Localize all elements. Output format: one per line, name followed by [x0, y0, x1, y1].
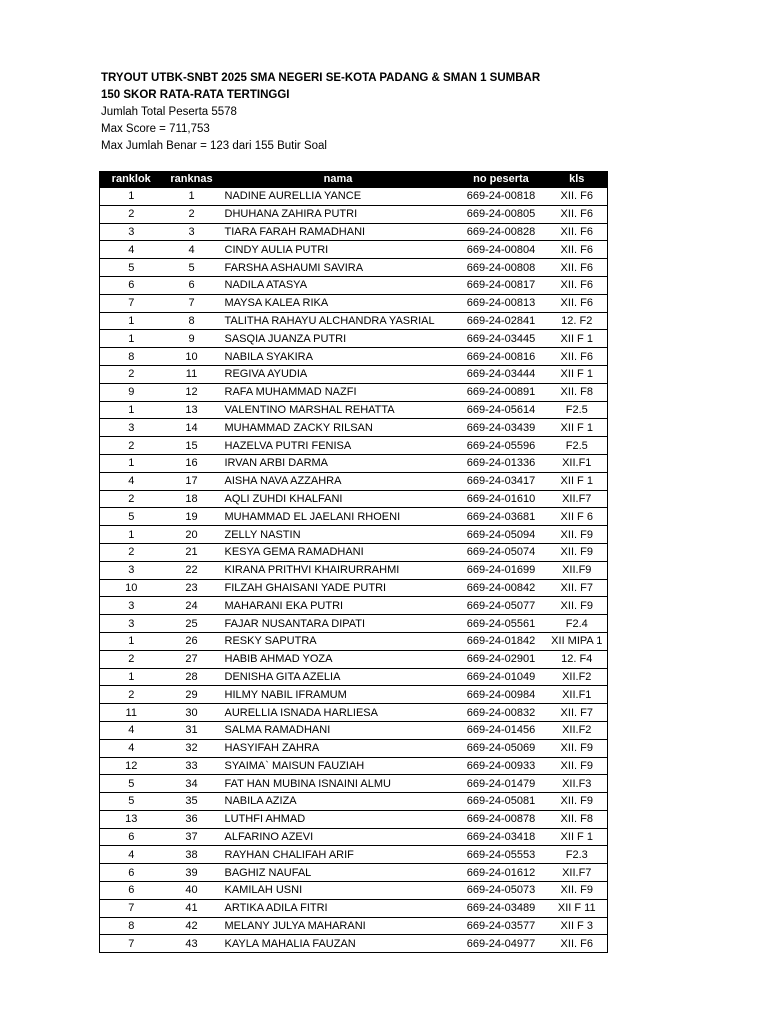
cell-no-peserta: 669-24-03444 [456, 365, 547, 383]
cell-kls: XII. F8 [547, 810, 608, 828]
cell-no-peserta: 669-24-00813 [456, 294, 547, 312]
cell-nama: RESKY SAPUTRA [221, 632, 456, 650]
cell-ranklok: 1 [100, 312, 163, 330]
column-header-no-peserta: no peserta [456, 171, 547, 188]
table-row [100, 526, 608, 544]
table-row [100, 615, 608, 633]
column-header-ranklok: ranklok [100, 171, 163, 188]
cell-no-peserta: 669-24-00828 [456, 223, 547, 241]
cell-ranknas: 30 [163, 704, 221, 722]
cell-kls: XII F 1 [547, 828, 608, 846]
cell-nama: KIRANA PRITHVI KHAIRURRAHMI [221, 561, 456, 579]
cell-nama: HILMY NABIL IFRAMUM [221, 686, 456, 704]
cell-no-peserta: 669-24-00878 [456, 810, 547, 828]
cell-ranklok: 4 [100, 739, 163, 757]
cell-nama: BAGHIZ NAUFAL [221, 864, 456, 882]
cell-ranklok: 1 [100, 401, 163, 419]
cell-kls: XII F 6 [547, 508, 608, 526]
table-row [100, 312, 608, 330]
cell-nama: VALENTINO MARSHAL REHATTA [221, 401, 456, 419]
table-row [100, 864, 608, 882]
cell-no-peserta: 669-24-00933 [456, 757, 547, 775]
cell-ranklok: 11 [100, 704, 163, 722]
cell-kls: XII.F1 [547, 686, 608, 704]
table-row [100, 704, 608, 722]
cell-ranklok: 10 [100, 579, 163, 597]
cell-no-peserta: 669-24-01610 [456, 490, 547, 508]
cell-ranklok: 6 [100, 828, 163, 846]
table-row [100, 348, 608, 366]
cell-ranknas: 1 [163, 188, 221, 205]
cell-nama: FILZAH GHAISANI YADE PUTRI [221, 579, 456, 597]
cell-ranklok: 12 [100, 757, 163, 775]
cell-kls: XII.F1 [547, 454, 608, 472]
cell-ranklok: 6 [100, 276, 163, 294]
cell-nama: NABILA AZIZA [221, 793, 456, 811]
cell-ranknas: 22 [163, 561, 221, 579]
table-row [100, 241, 608, 259]
table-row [100, 739, 608, 757]
cell-kls: F2.4 [547, 615, 608, 633]
cell-no-peserta: 669-24-00891 [456, 383, 547, 401]
cell-nama: LUTHFI AHMAD [221, 810, 456, 828]
table-row [100, 632, 608, 650]
cell-ranknas: 23 [163, 579, 221, 597]
cell-ranklok: 6 [100, 882, 163, 900]
cell-ranklok: 5 [100, 793, 163, 811]
cell-kls: F2.5 [547, 401, 608, 419]
cell-ranklok: 7 [100, 899, 163, 917]
cell-kls: XII.F7 [547, 864, 608, 882]
cell-ranklok: 4 [100, 721, 163, 739]
cell-kls: XII. F8 [547, 383, 608, 401]
cell-kls: XII. F9 [547, 757, 608, 775]
cell-kls: 12. F2 [547, 312, 608, 330]
table-row [100, 188, 608, 205]
cell-kls: XII. F9 [547, 793, 608, 811]
table-row [100, 686, 608, 704]
table-row [100, 650, 608, 668]
cell-ranklok: 7 [100, 294, 163, 312]
cell-nama: SALMA RAMADHANI [221, 721, 456, 739]
cell-no-peserta: 669-24-00805 [456, 205, 547, 223]
cell-nama: DHUHANA ZAHIRA PUTRI [221, 205, 456, 223]
cell-ranknas: 43 [163, 935, 221, 953]
cell-no-peserta: 669-24-05073 [456, 882, 547, 900]
table-row [100, 597, 608, 615]
cell-nama: MUHAMMAD ZACKY RILSAN [221, 419, 456, 437]
table-row [100, 775, 608, 793]
cell-kls: XII.F3 [547, 775, 608, 793]
cell-ranknas: 33 [163, 757, 221, 775]
cell-nama: FAJAR NUSANTARA DIPATI [221, 615, 456, 633]
cell-nama: FAT HAN MUBINA ISNAINI ALMU [221, 775, 456, 793]
cell-ranknas: 15 [163, 437, 221, 455]
cell-nama: MELANY JULYA MAHARANI [221, 917, 456, 935]
max-score: Max Score = 711,753 [101, 123, 210, 135]
cell-nama: KAYLA MAHALIA FAUZAN [221, 935, 456, 953]
cell-no-peserta: 669-24-00818 [456, 188, 547, 205]
cell-kls: XII MIPA 1 [547, 632, 608, 650]
cell-kls: XII F 11 [547, 899, 608, 917]
cell-ranknas: 37 [163, 828, 221, 846]
cell-ranklok: 2 [100, 650, 163, 668]
cell-no-peserta: 669-24-01336 [456, 454, 547, 472]
cell-ranklok: 2 [100, 543, 163, 561]
cell-kls: F2.5 [547, 437, 608, 455]
cell-ranklok: 1 [100, 330, 163, 348]
cell-nama: ALFARINO AZEVI [221, 828, 456, 846]
cell-no-peserta: 669-24-01049 [456, 668, 547, 686]
cell-ranklok: 3 [100, 419, 163, 437]
cell-nama: RAYHAN CHALIFAH ARIF [221, 846, 456, 864]
cell-kls: XII. F9 [547, 597, 608, 615]
cell-no-peserta: 669-24-00817 [456, 276, 547, 294]
cell-kls: XII. F7 [547, 704, 608, 722]
table-row [100, 935, 608, 953]
cell-no-peserta: 669-24-02841 [456, 312, 547, 330]
cell-no-peserta: 669-24-03489 [456, 899, 547, 917]
cell-ranklok: 1 [100, 668, 163, 686]
cell-no-peserta: 669-24-05077 [456, 597, 547, 615]
cell-ranknas: 17 [163, 472, 221, 490]
cell-ranklok: 13 [100, 810, 163, 828]
table-header-row [100, 171, 608, 188]
cell-no-peserta: 669-24-05081 [456, 793, 547, 811]
table-body [100, 188, 608, 953]
cell-kls: XII.F9 [547, 561, 608, 579]
cell-kls: XII. F6 [547, 294, 608, 312]
cell-ranklok: 1 [100, 526, 163, 544]
cell-ranklok: 4 [100, 846, 163, 864]
cell-no-peserta: 669-24-00842 [456, 579, 547, 597]
table-row [100, 899, 608, 917]
cell-no-peserta: 669-24-05069 [456, 739, 547, 757]
cell-nama: MUHAMMAD EL JAELANI RHOENI [221, 508, 456, 526]
cell-ranklok: 7 [100, 935, 163, 953]
cell-no-peserta: 669-24-00804 [456, 241, 547, 259]
cell-ranklok: 5 [100, 508, 163, 526]
cell-no-peserta: 669-24-05553 [456, 846, 547, 864]
table-row [100, 330, 608, 348]
cell-nama: MAHARANI EKA PUTRI [221, 597, 456, 615]
cell-nama: HABIB AHMAD YOZA [221, 650, 456, 668]
cell-ranknas: 24 [163, 597, 221, 615]
table-row [100, 828, 608, 846]
cell-ranknas: 39 [163, 864, 221, 882]
cell-ranknas: 11 [163, 365, 221, 383]
table-row [100, 668, 608, 686]
cell-kls: XII. F7 [547, 579, 608, 597]
cell-ranklok: 1 [100, 632, 163, 650]
cell-ranknas: 20 [163, 526, 221, 544]
cell-kls: F2.3 [547, 846, 608, 864]
cell-ranknas: 34 [163, 775, 221, 793]
cell-no-peserta: 669-24-01456 [456, 721, 547, 739]
table-row [100, 472, 608, 490]
cell-no-peserta: 669-24-00816 [456, 348, 547, 366]
cell-nama: ARTIKA ADILA FITRI [221, 899, 456, 917]
document-subtitle: 150 SKOR RATA-RATA TERTINGGI [101, 89, 290, 101]
cell-kls: XII. F9 [547, 526, 608, 544]
cell-no-peserta: 669-24-04977 [456, 935, 547, 953]
cell-ranklok: 3 [100, 615, 163, 633]
cell-nama: AURELLIA ISNADA HARLIESA [221, 704, 456, 722]
table-row [100, 205, 608, 223]
cell-kls: XII. F6 [547, 241, 608, 259]
cell-ranklok: 2 [100, 686, 163, 704]
cell-kls: XII. F6 [547, 935, 608, 953]
cell-nama: TALITHA RAHAYU ALCHANDRA YASRIAL [221, 312, 456, 330]
cell-ranknas: 21 [163, 543, 221, 561]
table-row [100, 437, 608, 455]
cell-ranklok: 1 [100, 454, 163, 472]
cell-ranklok: 2 [100, 365, 163, 383]
cell-ranklok: 3 [100, 561, 163, 579]
cell-ranknas: 38 [163, 846, 221, 864]
table-row [100, 365, 608, 383]
cell-no-peserta: 669-24-01842 [456, 632, 547, 650]
cell-ranklok: 5 [100, 259, 163, 277]
cell-no-peserta: 669-24-03417 [456, 472, 547, 490]
cell-no-peserta: 669-24-03439 [456, 419, 547, 437]
cell-ranklok: 9 [100, 383, 163, 401]
cell-nama: MAYSA KALEA RIKA [221, 294, 456, 312]
cell-no-peserta: 669-24-00832 [456, 704, 547, 722]
cell-ranknas: 5 [163, 259, 221, 277]
cell-kls: XII. F6 [547, 205, 608, 223]
cell-ranknas: 18 [163, 490, 221, 508]
cell-nama: NADINE AURELLIA YANCE [221, 188, 456, 205]
cell-kls: XII. F9 [547, 543, 608, 561]
cell-ranknas: 29 [163, 686, 221, 704]
cell-nama: HAZELVA PUTRI FENISA [221, 437, 456, 455]
cell-ranklok: 2 [100, 437, 163, 455]
cell-kls: XII F 1 [547, 365, 608, 383]
cell-ranklok: 2 [100, 490, 163, 508]
cell-kls: XII F 1 [547, 330, 608, 348]
cell-kls: XII F 3 [547, 917, 608, 935]
cell-nama: REGIVA AYUDIA [221, 365, 456, 383]
cell-ranknas: 8 [163, 312, 221, 330]
cell-ranklok: 1 [100, 188, 163, 205]
table-row [100, 917, 608, 935]
document-title: TRYOUT UTBK-SNBT 2025 SMA NEGERI SE-KOTA PADANG & SMAN 1 SUMBAR [101, 72, 541, 84]
cell-kls: XII F 1 [547, 472, 608, 490]
cell-ranklok: 8 [100, 917, 163, 935]
table-row [100, 810, 608, 828]
cell-kls: XII. F6 [547, 188, 608, 205]
cell-nama: DENISHA GITA AZELIA [221, 668, 456, 686]
cell-no-peserta: 669-24-02901 [456, 650, 547, 668]
table-row [100, 721, 608, 739]
cell-kls: XII.F7 [547, 490, 608, 508]
cell-nama: FARSHA ASHAUMI SAVIRA [221, 259, 456, 277]
cell-ranknas: 3 [163, 223, 221, 241]
cell-nama: IRVAN ARBI DARMA [221, 454, 456, 472]
cell-nama: CINDY AULIA PUTRI [221, 241, 456, 259]
cell-ranknas: 41 [163, 899, 221, 917]
cell-no-peserta: 669-24-01612 [456, 864, 547, 882]
cell-ranknas: 27 [163, 650, 221, 668]
cell-no-peserta: 669-24-03418 [456, 828, 547, 846]
cell-nama: SYAIMA` MAISUN FAUZIAH [221, 757, 456, 775]
cell-ranknas: 13 [163, 401, 221, 419]
cell-nama: RAFA MUHAMMAD NAZFI [221, 383, 456, 401]
document-header [101, 70, 701, 155]
cell-ranknas: 4 [163, 241, 221, 259]
cell-no-peserta: 669-24-03681 [456, 508, 547, 526]
cell-ranknas: 36 [163, 810, 221, 828]
cell-no-peserta: 669-24-01479 [456, 775, 547, 793]
cell-ranklok: 3 [100, 597, 163, 615]
table-row [100, 543, 608, 561]
cell-ranknas: 31 [163, 721, 221, 739]
cell-ranklok: 4 [100, 241, 163, 259]
table-row [100, 294, 608, 312]
cell-ranknas: 6 [163, 276, 221, 294]
table-row [100, 882, 608, 900]
cell-kls: XII. F6 [547, 259, 608, 277]
cell-ranknas: 12 [163, 383, 221, 401]
total-participants: Jumlah Total Peserta 5578 [101, 106, 237, 118]
cell-ranknas: 26 [163, 632, 221, 650]
cell-kls: 12. F4 [547, 650, 608, 668]
cell-no-peserta: 669-24-05614 [456, 401, 547, 419]
cell-kls: XII F 1 [547, 419, 608, 437]
table-row [100, 259, 608, 277]
table-row [100, 490, 608, 508]
table-row [100, 846, 608, 864]
column-header-nama: nama [221, 171, 456, 188]
table-row [100, 757, 608, 775]
cell-nama: SASQIA JUANZA PUTRI [221, 330, 456, 348]
table-row [100, 276, 608, 294]
cell-kls: XII. F6 [547, 276, 608, 294]
cell-ranknas: 2 [163, 205, 221, 223]
cell-ranknas: 32 [163, 739, 221, 757]
cell-no-peserta: 669-24-05094 [456, 526, 547, 544]
cell-kls: XII. F9 [547, 739, 608, 757]
column-header-ranknas: ranknas [163, 171, 221, 188]
table-row [100, 454, 608, 472]
cell-ranknas: 9 [163, 330, 221, 348]
table-row [100, 793, 608, 811]
cell-ranknas: 19 [163, 508, 221, 526]
cell-kls: XII. F9 [547, 882, 608, 900]
cell-no-peserta: 669-24-05596 [456, 437, 547, 455]
table-row [100, 223, 608, 241]
cell-ranklok: 4 [100, 472, 163, 490]
table-row [100, 579, 608, 597]
table-row [100, 383, 608, 401]
cell-ranklok: 3 [100, 223, 163, 241]
cell-ranknas: 40 [163, 882, 221, 900]
column-header-kls: kls [547, 171, 608, 188]
cell-ranklok: 6 [100, 864, 163, 882]
cell-ranknas: 28 [163, 668, 221, 686]
cell-kls: XII.F2 [547, 721, 608, 739]
cell-nama: NABILA SYAKIRA [221, 348, 456, 366]
cell-nama: NADILA ATASYA [221, 276, 456, 294]
ranking-table [99, 171, 608, 953]
table-row [100, 508, 608, 526]
cell-ranklok: 8 [100, 348, 163, 366]
cell-no-peserta: 669-24-03445 [456, 330, 547, 348]
cell-ranknas: 25 [163, 615, 221, 633]
cell-no-peserta: 669-24-05561 [456, 615, 547, 633]
cell-no-peserta: 669-24-05074 [456, 543, 547, 561]
table-row [100, 401, 608, 419]
cell-ranknas: 10 [163, 348, 221, 366]
cell-ranklok: 5 [100, 775, 163, 793]
max-correct-answers: Max Jumlah Benar = 123 dari 155 Butir Soal [101, 140, 327, 152]
cell-no-peserta: 669-24-01699 [456, 561, 547, 579]
cell-kls: XII. F6 [547, 348, 608, 366]
cell-nama: AQLI ZUHDI KHALFANI [221, 490, 456, 508]
cell-ranknas: 16 [163, 454, 221, 472]
cell-kls: XII.F2 [547, 668, 608, 686]
table-row [100, 419, 608, 437]
cell-no-peserta: 669-24-03577 [456, 917, 547, 935]
cell-ranklok: 2 [100, 205, 163, 223]
table-row [100, 561, 608, 579]
cell-ranknas: 35 [163, 793, 221, 811]
cell-no-peserta: 669-24-00808 [456, 259, 547, 277]
cell-nama: ZELLY NASTIN [221, 526, 456, 544]
cell-ranknas: 42 [163, 917, 221, 935]
cell-nama: KESYA GEMA RAMADHANI [221, 543, 456, 561]
cell-nama: AISHA NAVA AZZAHRA [221, 472, 456, 490]
cell-no-peserta: 669-24-00984 [456, 686, 547, 704]
cell-ranknas: 14 [163, 419, 221, 437]
cell-ranknas: 7 [163, 294, 221, 312]
cell-kls: XII. F6 [547, 223, 608, 241]
cell-nama: HASYIFAH ZAHRA [221, 739, 456, 757]
cell-nama: TIARA FARAH RAMADHANI [221, 223, 456, 241]
cell-nama: KAMILAH USNI [221, 882, 456, 900]
